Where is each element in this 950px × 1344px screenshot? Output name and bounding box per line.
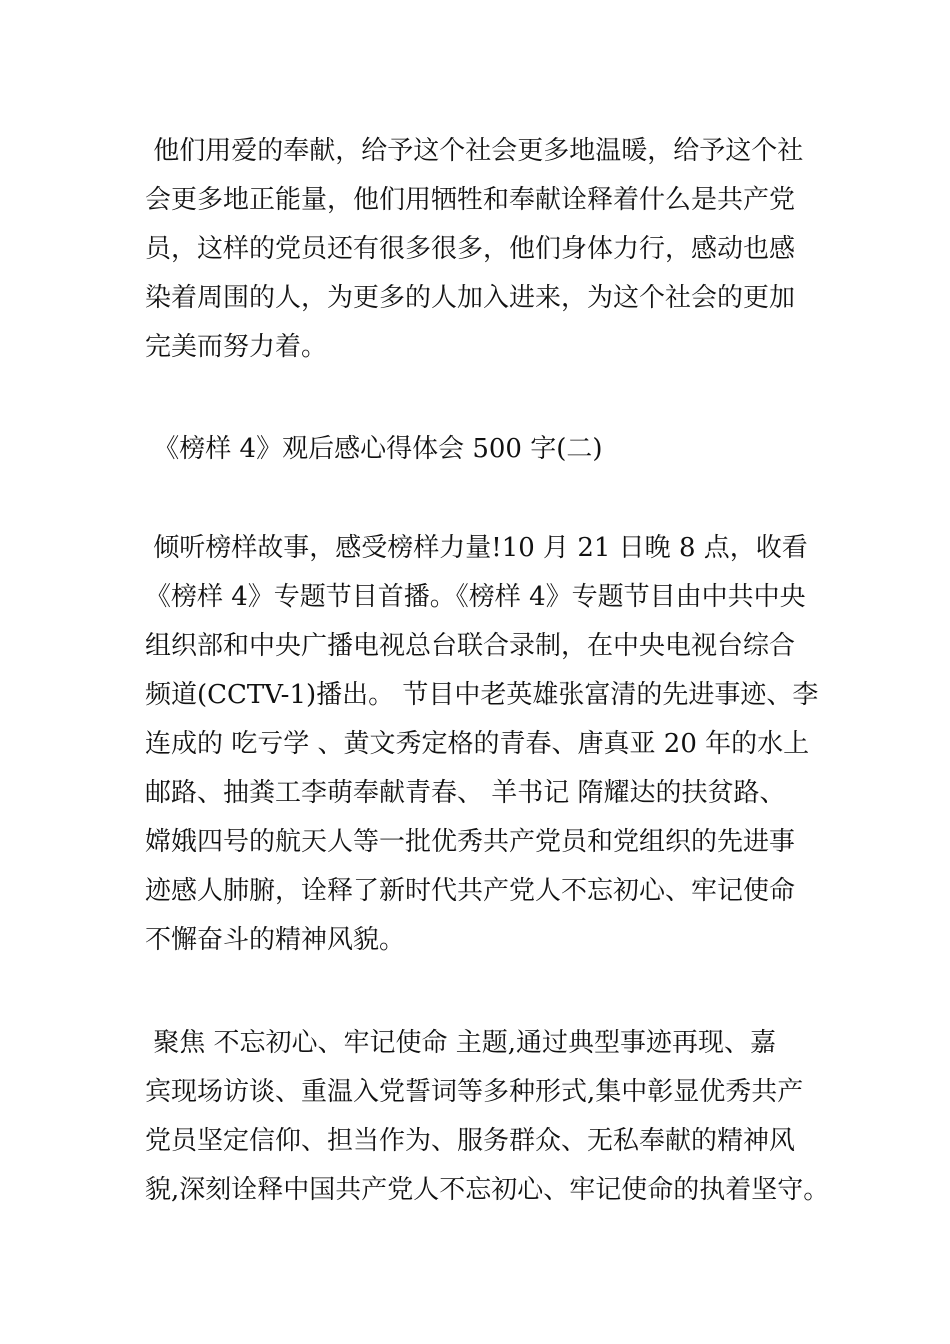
paragraph-line: 染着周围的人，为更多的人加入进来，为这个社会的更加 xyxy=(145,283,796,313)
paragraph-line: 不懈奋斗的精神风貌。 xyxy=(145,925,406,955)
paragraph-line: 连成的 吃亏学 、黄文秀定格的青春、唐真亚 20 年的水上 xyxy=(145,729,810,759)
paragraph-line: 嫦娥四号的航天人等一批优秀共产党员和党组织的先进事 xyxy=(145,827,796,857)
paragraph-1 xyxy=(145,127,815,372)
section-heading xyxy=(145,425,815,474)
paragraph-line: 频道(CCTV-1)播出。 节目中老英雄张富清的先进事迹、李 xyxy=(145,680,819,710)
paragraph-line: 聚焦 不忘初心、牢记使命 主题,通过典型事迹再现、嘉 xyxy=(145,1028,777,1058)
paragraph-3 xyxy=(145,1019,830,1215)
paragraph-2 xyxy=(145,524,819,965)
paragraph-line: 貌,深刻诠释中国共产党人不忘初心、牢记使命的执着坚守。 xyxy=(145,1175,830,1205)
paragraph-line: 会更多地正能量，他们用牺牲和奉献诠释着什么是共产党 xyxy=(145,185,796,215)
paragraph-line: 宾现场访谈、重温入党誓词等多种形式,集中彰显优秀共产 xyxy=(145,1077,804,1107)
paragraph-line: 《榜样 4》专题节目首播。《榜样 4》专题节目由中共中央 xyxy=(145,582,806,612)
paragraph-line: 迹感人肺腑，诠释了新时代共产党人不忘初心、牢记使命 xyxy=(145,876,796,906)
paragraph-line: 党员坚定信仰、担当作为、服务群众、无私奉献的精神风 xyxy=(145,1126,796,1156)
paragraph-line: 倾听榜样故事，感受榜样力量!10 月 21 日晚 8 点，收看 xyxy=(145,533,808,563)
paragraph-line: 完美而努力着。 xyxy=(145,332,328,362)
paragraph-line: 员，这样的党员还有很多很多，他们身体力行，感动也感 xyxy=(145,234,796,264)
paragraph-line: 他们用爱的奉献，给予这个社会更多地温暖，给予这个社 xyxy=(145,136,804,166)
paragraph-line: 组织部和中央广播电视总台联合录制，在中央电视台综合 xyxy=(145,631,796,661)
heading-text: 《榜样 4》观后感心得体会 500 字(二) xyxy=(145,434,603,464)
paragraph-line: 邮路、抽粪工李萌奉献青春、 羊书记 隋耀达的扶贫路、 xyxy=(145,778,786,808)
